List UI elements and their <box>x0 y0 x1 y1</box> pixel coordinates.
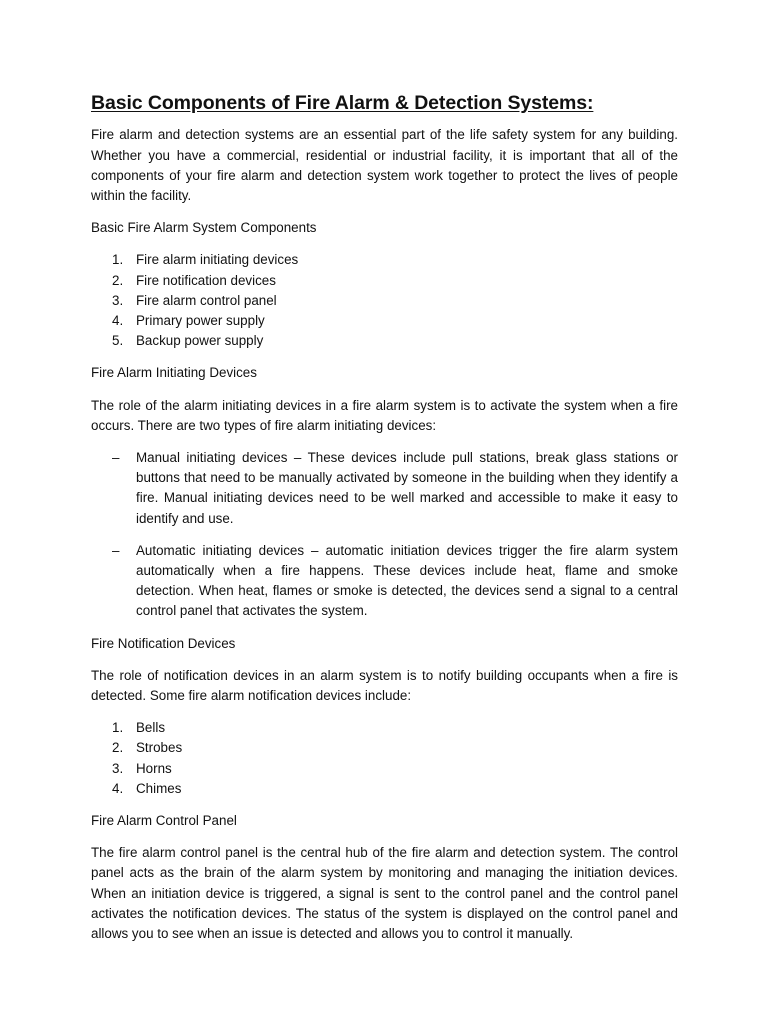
list-item-text: Fire alarm control panel <box>136 292 277 308</box>
components-list <box>91 250 678 351</box>
notification-devices-list <box>91 718 678 799</box>
list-item <box>91 738 678 758</box>
list-number: 1. <box>112 252 124 268</box>
document-title: Basic Components of Fire Alarm & Detection Systems: <box>91 92 594 114</box>
list-number: 4. <box>112 780 124 796</box>
control-paragraph: The fire alarm control panel is the central hub of the fire alarm and detection system. The control panel acts as the brain of the alarm system by monitoring and managing the initiation devices. When an initiation device is triggered, a signal is sent to the control panel and the control panel activates the notification devices. The status of the system is displayed on the control panel and allows you to see when an issue is detected and allows you to control it manually. <box>91 845 678 942</box>
list-item-text: Primary power supply <box>136 313 265 329</box>
list-item <box>91 541 678 622</box>
initiating-paragraph: The role of the alarm initiating devices in a fire alarm system is to activate the system when a fire occurs. There are two types of fire alarm initiating devices: <box>91 397 678 433</box>
initiating-heading: Fire Alarm Initiating Devices <box>91 365 257 381</box>
list-item <box>91 250 678 270</box>
list-item-text: Fire notification devices <box>136 272 276 288</box>
notification-paragraph: The role of notification devices in an alarm system is to notify building occupants when a fire is detected. Some fire alarm notification devices include: <box>91 667 678 704</box>
list-number: 5. <box>112 333 124 349</box>
list-item <box>91 331 678 351</box>
list-item-text: Bells <box>136 720 166 736</box>
components-heading: Basic Fire Alarm System Components <box>91 220 317 236</box>
list-number: 4. <box>112 313 124 329</box>
list-item <box>91 718 678 738</box>
notification-heading: Fire Notification Devices <box>91 635 236 651</box>
list-number: 3. <box>112 760 124 776</box>
list-dash: – <box>112 450 120 466</box>
list-item <box>91 271 678 291</box>
list-item <box>91 779 678 799</box>
list-item-text: Manual initiating devices – These devices include pull stations, break glass stations or buttons that need to be manually activated by someone in the building when they identify a fire. Manual initiating devices need to be well marked and accessible to make it easy to identify and use. <box>136 450 678 526</box>
list-number: 1. <box>112 720 124 736</box>
list-item <box>91 759 678 779</box>
list-item-text: Fire alarm initiating devices <box>136 252 299 268</box>
list-number: 2. <box>112 272 124 288</box>
list-item <box>91 291 678 311</box>
list-item-text: Automatic initiating devices – automatic initiation devices trigger the fire alarm system automatically when a fire happens. These devices include heat, flame and smoke detection. When heat, flames or smoke is detected, the devices send a signal to a central control panel that activates the system. <box>136 542 678 619</box>
list-number: 2. <box>112 740 124 756</box>
list-item-text: Horns <box>136 760 172 776</box>
list-dash: – <box>112 542 120 558</box>
intro-paragraph: Fire alarm and detection systems are an essential part of the life safety system for any building. Whether you have a commercial, residential or industrial facility, it is important that all of the components of your fire alarm and detection system work together to protect the lives of people within the facility. <box>91 127 678 203</box>
list-item <box>91 311 678 331</box>
initiating-types-list <box>91 448 678 622</box>
list-item-text: Chimes <box>136 780 182 796</box>
list-item <box>91 448 678 529</box>
control-heading: Fire Alarm Control Panel <box>91 813 237 829</box>
list-number: 3. <box>112 292 124 308</box>
list-item-text: Backup power supply <box>136 333 264 349</box>
list-item-text: Strobes <box>136 740 183 756</box>
